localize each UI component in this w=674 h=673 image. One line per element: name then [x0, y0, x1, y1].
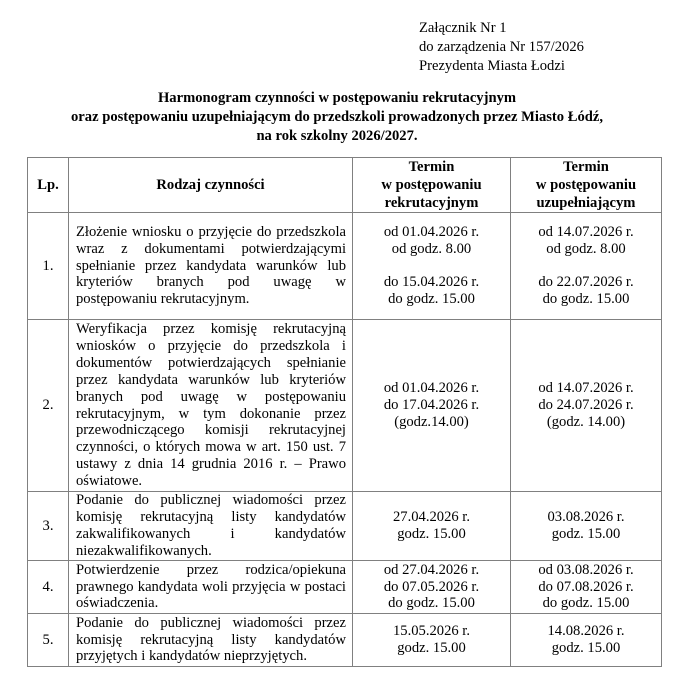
row-activity: Weryfikacja przez komisję rekrutacyjną wniosków o przyjęcie do przedszkola i dokumentów potwierdzających spełnianie przez kandydata warunków lub kryteriów branych pod uwagę w postępowaniu rekrutacyjnym, w tym dokonanie przez przewodniczącego komisji rekrutacyjnej czynności, o których mowa w art. 150 ust. 7 ustawy z dnia 14 grudnia 2016 r. – Prawo oświatowe.	[69, 320, 353, 492]
row-recruitment-date: 27.04.2026 r. godz. 15.00	[353, 492, 511, 561]
row-supplementary-date: od 14.07.2026 r. od godz. 8.00 do 22.07.2026 r. do godz. 15.00	[511, 213, 662, 320]
header-recruitment: Termin w postępowaniu rekrutacyjnym	[353, 158, 511, 213]
row-supplementary-date: od 03.08.2026 r. do 07.08.2026 r. do godz. 15.00	[511, 561, 662, 614]
row-supplementary-date: od 14.07.2026 r. do 24.07.2026 r. (godz. 14.00)	[511, 320, 662, 492]
annex-header	[419, 19, 584, 76]
row-lp: 1.	[28, 213, 69, 320]
table-row	[28, 213, 662, 320]
annex-issuer: Prezydenta Miasta Łodzi	[419, 58, 565, 74]
row-recruitment-date: od 01.04.2026 r. od godz. 8.00 do 15.04.2026 r. do godz. 15.00	[353, 213, 511, 320]
row-recruitment-date: od 01.04.2026 r. do 17.04.2026 r. (godz.14.00)	[353, 320, 511, 492]
title-line-3: na rok szkolny 2026/2027.	[256, 128, 418, 144]
table-header-row	[28, 158, 662, 213]
row-activity: Potwierdzenie przez rodzica/opiekuna prawnego kandydata woli przyjęcia w postaci oświadczenia.	[69, 561, 353, 614]
header-supplementary: Termin w postępowaniu uzupełniającym	[511, 158, 662, 213]
table-row	[28, 320, 662, 492]
annex-number: Załącznik Nr 1	[419, 20, 507, 36]
table-row	[28, 561, 662, 614]
header-activity: Rodzaj czynności	[69, 158, 353, 213]
table-row	[28, 614, 662, 667]
row-supplementary-date: 14.08.2026 r. godz. 15.00	[511, 614, 662, 667]
row-recruitment-date: od 27.04.2026 r. do 07.05.2026 r. do godz. 15.00	[353, 561, 511, 614]
annex-ordinance: do zarządzenia Nr 157/2026	[419, 39, 584, 55]
row-lp: 4.	[28, 561, 69, 614]
schedule-table	[27, 157, 662, 667]
row-lp: 5.	[28, 614, 69, 667]
row-activity: Podanie do publicznej wiadomości przez komisję rekrutacyjną listy kandydatów przyjętych i kandydatów nieprzyjętych.	[69, 614, 353, 667]
row-lp: 2.	[28, 320, 69, 492]
row-lp: 3.	[28, 492, 69, 561]
row-activity: Złożenie wniosku o przyjęcie do przedszkola wraz z dokumentami potwierdzającymi spełnianie przez kandydata warunków lub kryteriów branych pod uwagę w postępowaniu rekrutacyjnym.	[69, 213, 353, 320]
document-title	[0, 89, 674, 146]
header-lp: Lp.	[28, 158, 69, 213]
row-recruitment-date: 15.05.2026 r. godz. 15.00	[353, 614, 511, 667]
table-row	[28, 492, 662, 561]
row-supplementary-date: 03.08.2026 r. godz. 15.00	[511, 492, 662, 561]
row-activity: Podanie do publicznej wiadomości przez komisję rekrutacyjną listy kandydatów zakwalifikowanych i kandydatów niezakwalifikowanych.	[69, 492, 353, 561]
title-line-2: oraz postępowaniu uzupełniającym do przedszkoli prowadzonych przez Miasto Łódź,	[71, 109, 603, 125]
title-line-1: Harmonogram czynności w postępowaniu rekrutacyjnym	[157, 90, 517, 106]
